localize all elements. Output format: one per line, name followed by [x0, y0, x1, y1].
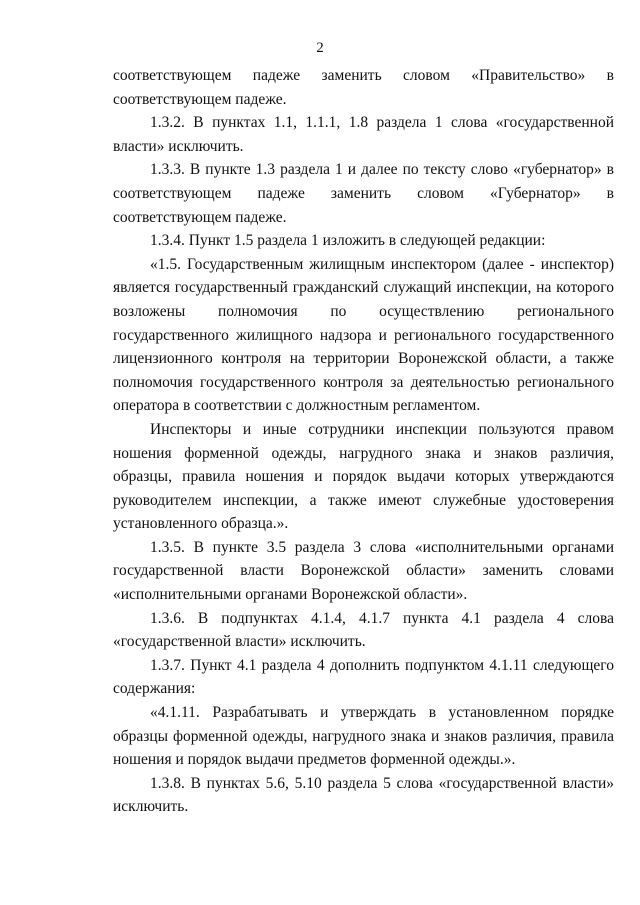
paragraph-1-3-6: 1.3.6. В подпунктах 4.1.4, 4.1.7 пункта 4.1 раздела 4 слова «государственной власти» исключить. — [113, 609, 614, 651]
paragraph-quote-1-5: «1.5. Государственным жилищным инспектором (далее - инспектор) является государственный гражданский служащий инспекции, на которого возложены полномочия по осуществлению регионального государственного жилищного надзора и регионального государственного лицензионного контроля на территории Воронежской области, а также полномочия государственного контроля за деятельностью регионального оператора в соответствии с должностным регламентом. — [113, 255, 614, 415]
paragraph-1-3-8: 1.3.8. В пунктах 5.6, 5.10 раздела 5 слова «государственной власти» исключить. — [113, 774, 614, 816]
paragraph-1-3-2: 1.3.2. В пунктах 1.1, 1.1.1, 1.8 раздела 1 слова «государственной власти» исключить. — [113, 114, 614, 155]
paragraph-1-3-4: 1.3.4. Пункт 1.5 раздела 1 изложить в следующей редакции: — [150, 232, 546, 250]
paragraph-1-3-7: 1.3.7. Пункт 4.1 раздела 4 дополнить подпунктом 4.1.11 следующего содержания: — [113, 656, 614, 698]
document-body — [113, 64, 614, 819]
paragraph-continuation: соответствующем падеже заменить словом «Правительство» в соответствующем падеже. — [113, 67, 614, 108]
paragraph-inspectors: Инспекторы и иные сотрудники инспекции пользуются правом ношения форменной одежды, нагрудного знака и знаков различия, образцы, правила ношения и порядок выдачи которых утверждаются руководителем инспекции, а также имеют служебные удостоверения установленного образца.». — [113, 420, 614, 533]
page-number: 2 — [316, 40, 324, 56]
paragraph-1-3-5: 1.3.5. В пункте 3.5 раздела 3 слова «исполнительными органами государственной власти Воронежской области» заменить словами «исполнительными органами Воронежской области». — [113, 538, 614, 604]
paragraph-1-3-3: 1.3.3. В пункте 1.3 раздела 1 и далее по тексту слово «губернатор» в соответствующем падеже заменить словом «Губернатор» в соответствующем падеже. — [113, 161, 614, 226]
paragraph-quote-4-1-11: «4.1.11. Разрабатывать и утверждать в установленном порядке образцы форменной одежды, нагрудного знака и знаков различия, правила ношения и порядок выдачи предметов форменной одежды.». — [113, 704, 614, 769]
